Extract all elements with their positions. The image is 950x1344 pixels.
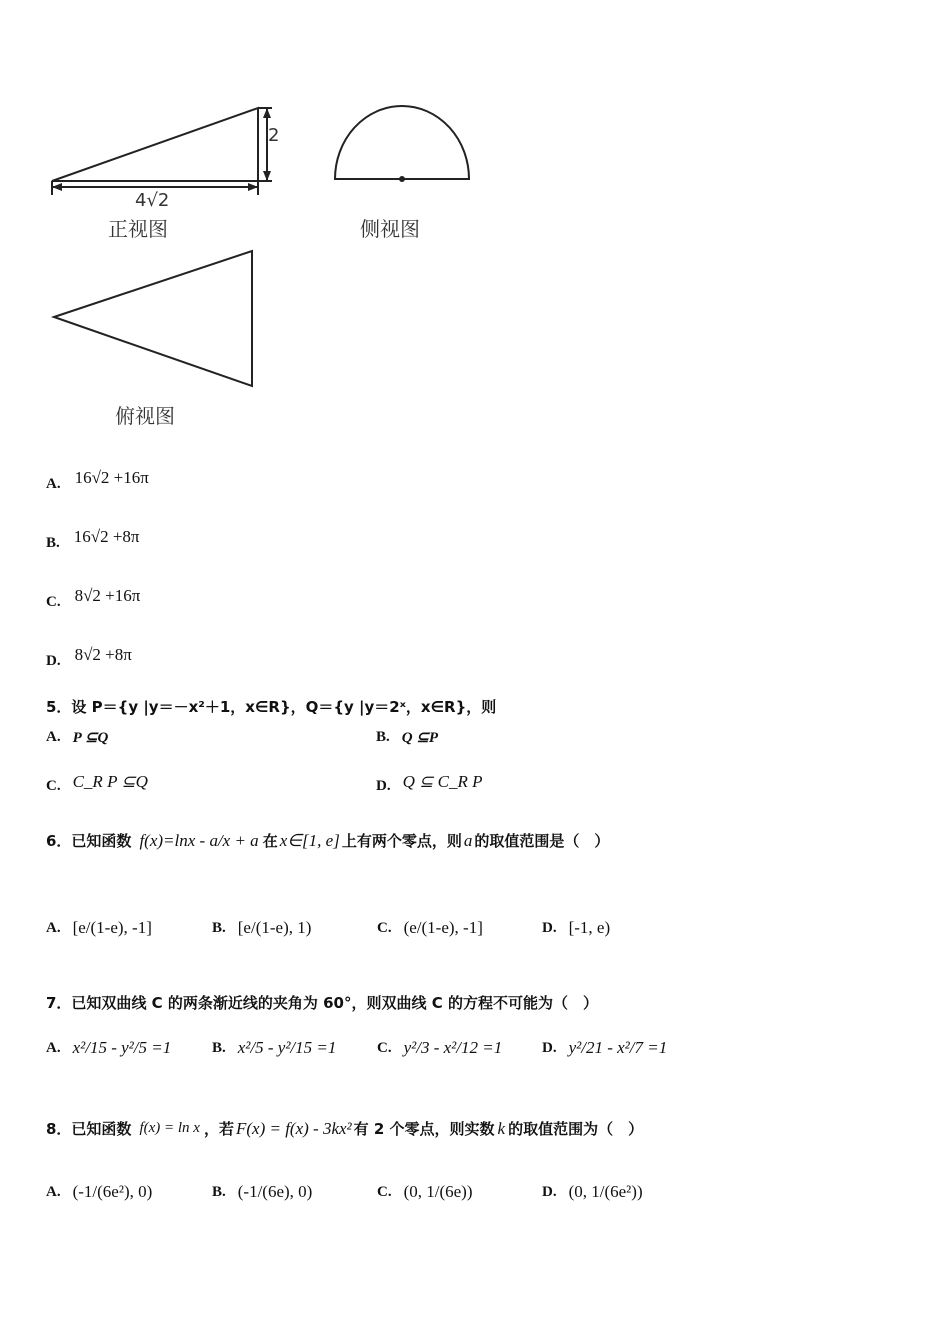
- q8-option-b[interactable]: B. (-1/(6e), 0): [212, 1182, 313, 1201]
- q5-option-c[interactable]: C. C_R P ⊆Q: [46, 771, 148, 794]
- q7-stem: 7．已知双曲线 C 的两条渐近线的夹角为 60°，则双曲线 C 的方程不可能为（ ）: [46, 994, 598, 1012]
- q5-option-a[interactable]: A. P ⊆Q: [46, 729, 109, 746]
- q4-option-c[interactable]: C. 8√2 +16π: [46, 585, 141, 610]
- q6-option-b[interactable]: B. [e/(1-e), 1): [212, 918, 312, 937]
- q8-stem: 8．已知函数 f(x) = ln x ，若 F(x) = f(x) - 3kx² 有 2 个零点，则实数 k 的取值范围为（ ）: [46, 1118, 644, 1138]
- q6-option-d[interactable]: D. [-1, e): [542, 918, 611, 937]
- q6-option-a[interactable]: A. [e/(1-e), -1]: [46, 918, 152, 937]
- q6-option-c[interactable]: C. (e/(1-e), -1]: [377, 918, 483, 937]
- q7-option-c[interactable]: C. y²/3 - x²/12 =1: [377, 1038, 503, 1057]
- side-view-caption: 侧视图: [360, 217, 420, 241]
- height-dim-label: 2: [268, 125, 280, 146]
- q7-option-a[interactable]: A. x²/15 - y²/5 =1: [46, 1038, 172, 1057]
- q8-option-a[interactable]: A. (-1/(6e²), 0): [46, 1182, 153, 1201]
- side-view-semicircle: [335, 106, 469, 179]
- q4-option-d[interactable]: D. 8√2 +8π: [46, 644, 132, 669]
- top-view-triangle: [54, 251, 252, 386]
- top-view-caption: 俯视图: [115, 404, 175, 428]
- q5-stem: 5．设 P＝{y |y＝－x²＋1，x∈R}，Q＝{y |y＝2ˣ，x∈R}，则: [46, 698, 497, 716]
- width-dim-label: 4√2: [135, 190, 170, 211]
- q6-stem: 6．已知函数 f(x)=lnx - a/x + a 在 x∈[1, e] 上有两个零点，则 a 的取值范围是（ ）: [46, 830, 610, 850]
- front-view-triangle: [52, 108, 258, 181]
- q5-option-d[interactable]: D. Q ⊆ C_R P: [376, 771, 483, 794]
- q7-option-b[interactable]: B. x²/5 - y²/15 =1: [212, 1038, 337, 1057]
- q4-option-a[interactable]: A. 16√2 +16π: [46, 467, 149, 492]
- q4-option-b[interactable]: B. 16√2 +8π: [46, 526, 140, 551]
- q7-option-d[interactable]: D. y²/21 - x²/7 =1: [542, 1038, 668, 1057]
- three-view-figures: [40, 95, 500, 440]
- q8-option-c[interactable]: C. (0, 1/(6e)): [377, 1182, 473, 1201]
- q8-option-d[interactable]: D. (0, 1/(6e²)): [542, 1182, 643, 1201]
- front-view-caption: 正视图: [108, 217, 168, 241]
- q5-option-b[interactable]: B. Q ⊆P: [376, 729, 439, 746]
